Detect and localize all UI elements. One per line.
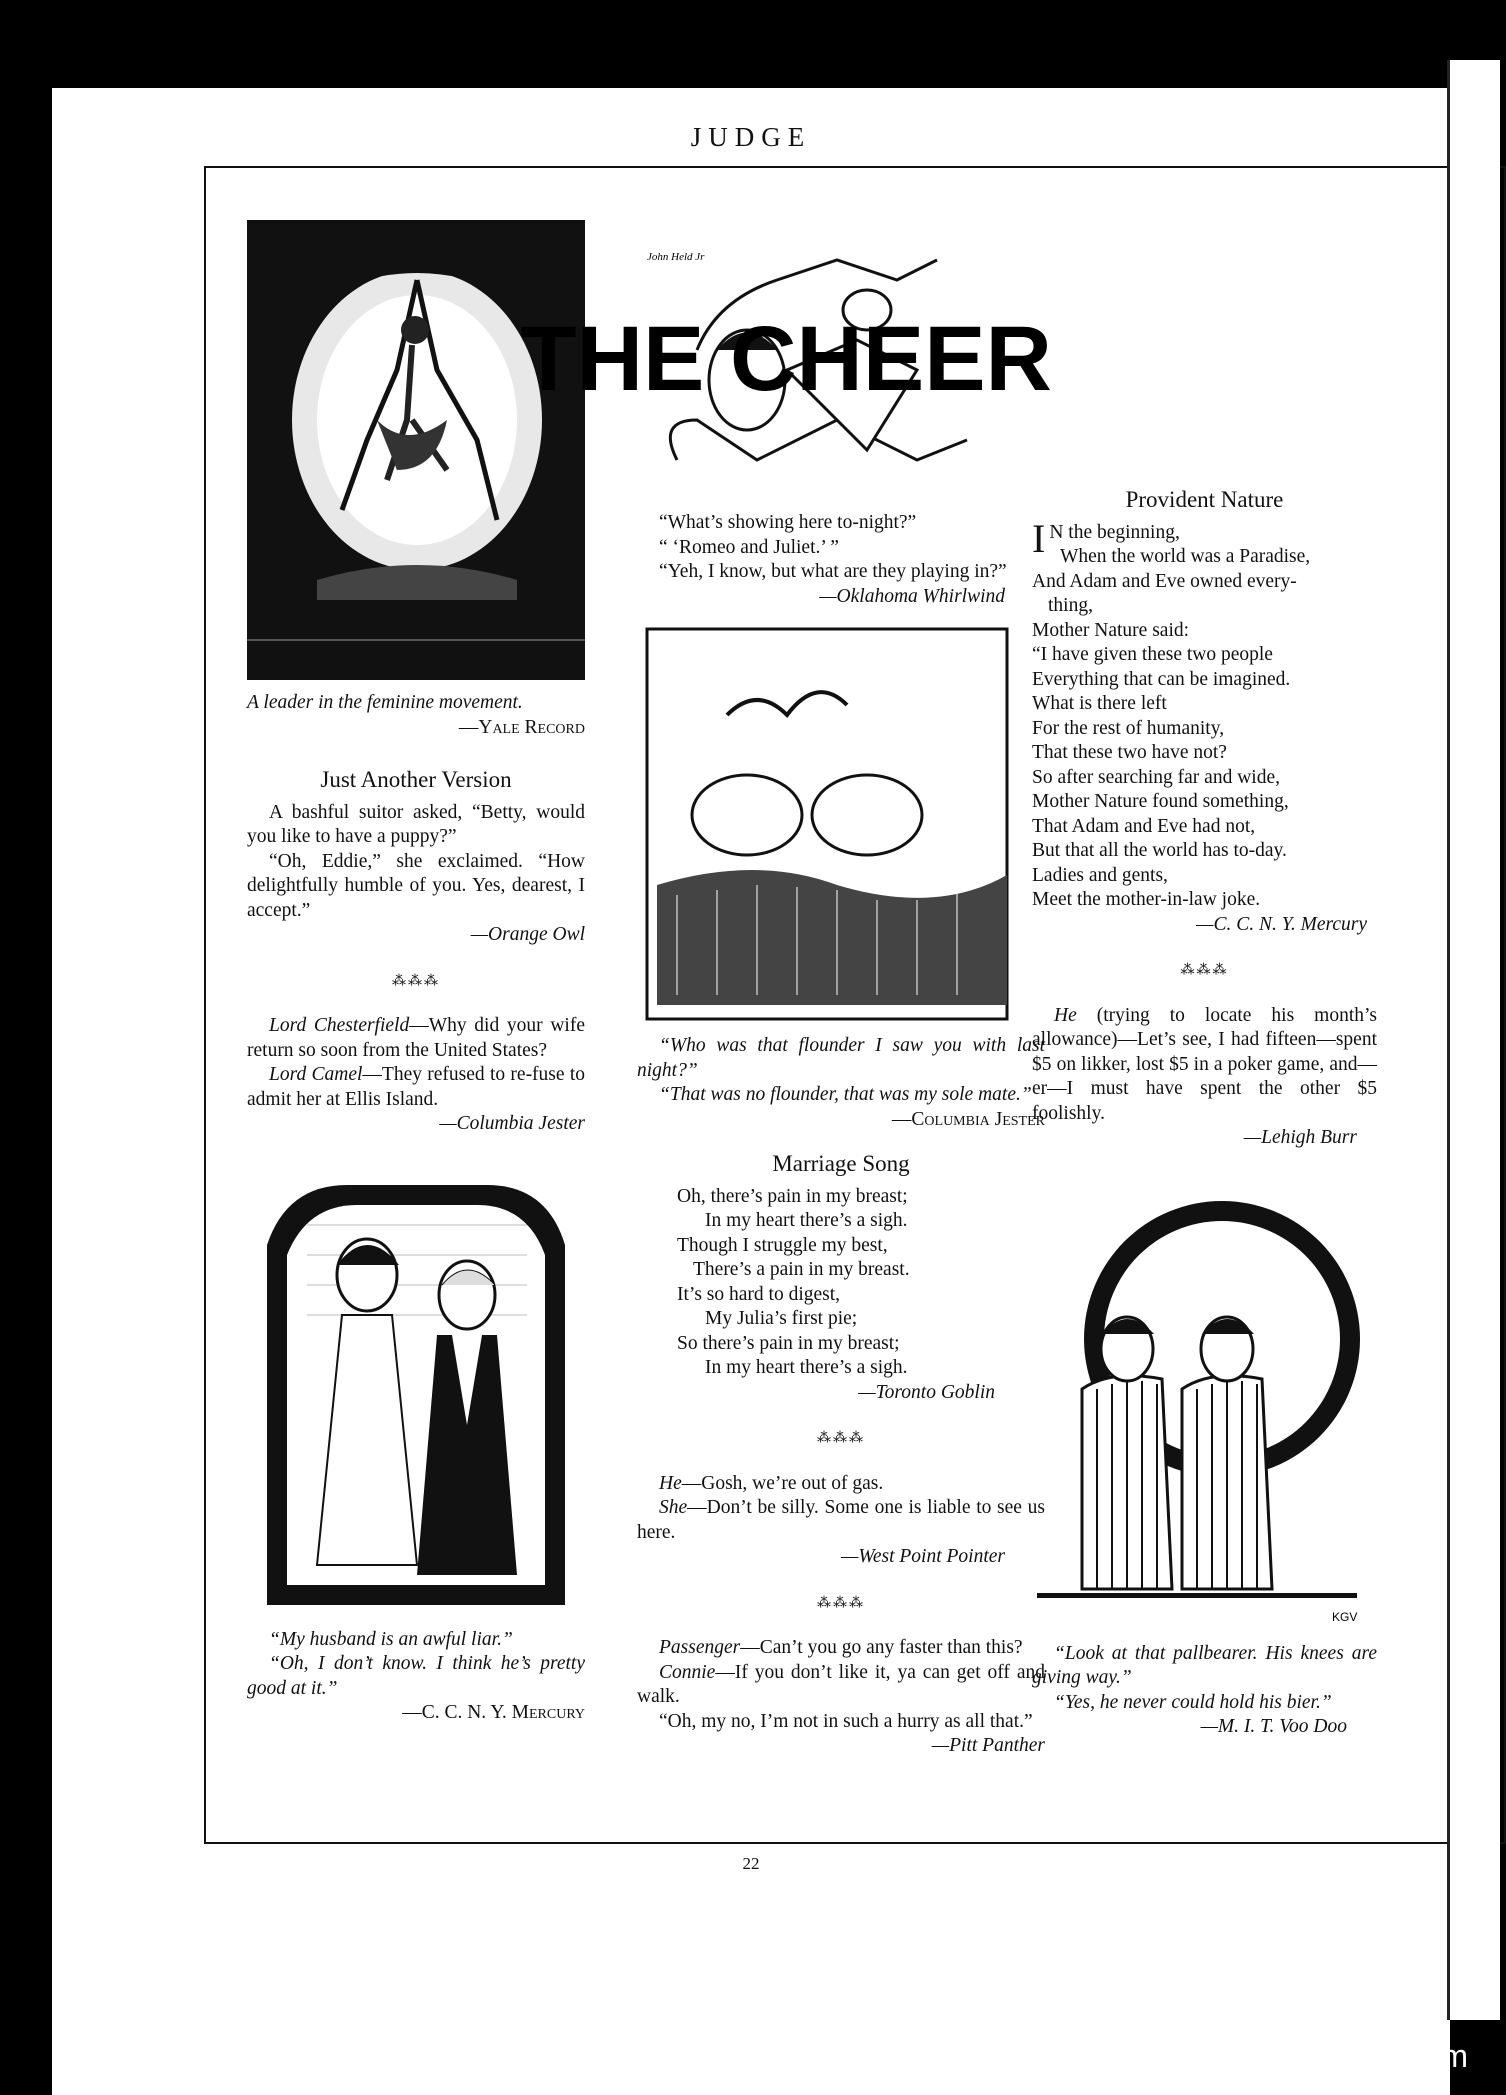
flounder-caption2: “That was no flounder, that was my sole mate.” <box>659 1084 1032 1105</box>
watermark: comicbooks.com <box>1229 2038 1468 2074</box>
cartoon2-source: —C. C. N. Y. Mercury <box>402 1702 585 1723</box>
poem-line: My Julia’s first pie; <box>705 1308 858 1329</box>
pallbearer-signature: KGV <box>1332 1609 1358 1624</box>
joke2-source: —West Point Pointer <box>841 1546 1005 1567</box>
left-column <box>247 220 585 1726</box>
pallbearer-caption1: “Look at that pallbearer. His knees are giving way.” <box>1032 1642 1377 1688</box>
page-number: 22 <box>742 1854 760 1873</box>
cartoon2-caption1: “My husband is an awful liar.” <box>269 1628 513 1650</box>
joke2-speaker1: He <box>659 1472 682 1494</box>
dropcap: I <box>1032 515 1046 561</box>
poem-line: Mother Nature found something, <box>1032 791 1289 812</box>
article1-p1: A bashful suitor asked, “Betty, would you like to have a puppy?” <box>247 801 585 847</box>
right-joke-text: (trying to locate his month’s allowance)—Let’s see, I had fifteen—spent $5 on likker, lost $5 in a poker game, and—er—I must have spent the other $5 foolishly. <box>1032 1004 1377 1124</box>
article1-p2: “Oh, Eddie,” she exclaimed. “How delightfully humble of you. Yes, dearest, I accept.” <box>247 850 585 921</box>
right-joke-speaker: He <box>1054 1004 1077 1026</box>
facing-page-edge <box>1447 60 1500 2020</box>
poem-line: When the world was a Paradise, <box>1060 546 1311 567</box>
pallbearer-cartoon <box>1032 1189 1377 1629</box>
banner-title: THE CHEER <box>520 308 1052 410</box>
poem-line: Mother Nature said: <box>1032 619 1190 641</box>
cartoon1-caption: A leader in the feminine movement. <box>247 692 523 713</box>
article2-source: —Columbia Jester <box>439 1113 585 1134</box>
poem-line: That Adam and Eve had not, <box>1032 815 1256 837</box>
poem-line: Though I struggle my best, <box>677 1234 888 1256</box>
flounder-cartoon <box>637 625 1045 1023</box>
right-column <box>1032 488 1377 1740</box>
marriage-song <box>637 1185 1045 1381</box>
banner-signature: John Held Jr <box>647 251 705 263</box>
joke3-speaker2: Connie <box>659 1661 716 1683</box>
poem-line: In my heart there’s a sigh. <box>705 1210 908 1231</box>
cartoon1-source: —Yale Record <box>458 716 585 738</box>
feminine-movement-cartoon <box>247 220 585 680</box>
right-joke-source: —Lehigh Burr <box>1243 1127 1357 1148</box>
marriage-song-source: —Toronto Goblin <box>858 1381 995 1403</box>
marriage-song-title: Marriage Song <box>772 1151 910 1176</box>
separator-stars: ⁂⁂⁂ <box>392 973 440 989</box>
poem-line: And Adam and Eve owned every- <box>1032 570 1297 592</box>
poem-line: Everything that can be imagined. <box>1032 668 1291 690</box>
masthead: JUDGE <box>690 122 812 152</box>
provident-nature-source: —C. C. N. Y. Mercury <box>1196 913 1367 935</box>
joke2-line1: —Gosh, we’re out of gas. <box>681 1472 884 1494</box>
joke2-speaker2: She <box>659 1497 688 1518</box>
poem-line: That these two have not? <box>1032 742 1227 763</box>
joke2-line2: —Don’t be silly. Some one is liable to see us here. <box>637 1497 1045 1543</box>
joke3-speaker1: Passenger <box>659 1637 741 1658</box>
joke1-line2: “ ‘Romeo and Juliet.’ ” <box>659 536 839 558</box>
the-cheer-banner <box>520 220 1052 490</box>
poem-line: But that all the world has to-day. <box>1032 840 1287 861</box>
joke3-line2: —If you don’t like it, ya can get off and walk. <box>637 1661 1045 1707</box>
article2-speaker2: Lord Camel <box>269 1064 363 1085</box>
magazine-page <box>52 88 1450 2095</box>
article2-line1: —Why did your wife return so soon from the United States? <box>247 1015 585 1061</box>
pallbearer-source: —M. I. T. Voo Doo <box>1200 1716 1347 1737</box>
poem-line: thing, <box>1048 595 1093 616</box>
poem-line: Oh, there’s pain in my breast; <box>677 1185 908 1207</box>
poem-line: In my heart there’s a sigh. <box>705 1357 908 1378</box>
pallbearer-caption2: “Yes, he never could hold his bier.” <box>1054 1691 1332 1713</box>
poem-line: Meet the mother-in-law joke. <box>1032 889 1261 910</box>
poem-line: For the rest of humanity, <box>1032 717 1225 739</box>
provident-nature-poem <box>1032 515 1377 913</box>
flounder-caption1: “Who was that flounder I saw you with last night?” <box>637 1035 1045 1081</box>
article1-title: Just Another Version <box>320 767 512 792</box>
flounder-source: —Columbia Jester <box>891 1108 1045 1130</box>
poem-line: What is there left <box>1032 693 1167 714</box>
two-women-cartoon <box>247 1165 585 1615</box>
provident-nature-title: Provident Nature <box>1125 487 1284 512</box>
joke3-line1: —Can’t you go any faster than this? <box>740 1637 1023 1658</box>
poem-line: N the beginning, <box>1049 521 1180 543</box>
poem-line: “I have given these two people <box>1032 644 1273 665</box>
cartoon2-caption2: “Oh, I don’t know. I think he’s pretty good at it.” <box>247 1653 585 1699</box>
poem-line: So there’s pain in my breast; <box>677 1332 900 1354</box>
article1-source: —Orange Owl <box>470 924 585 945</box>
poem-line: So after searching far and wide, <box>1032 766 1280 788</box>
separator-stars: ⁂⁂⁂ <box>817 1595 865 1611</box>
joke1-source: —Oklahoma Whirlwind <box>819 585 1005 607</box>
joke1-line1: “What’s showing here to-night?” <box>659 512 917 533</box>
separator-stars: ⁂⁂⁂ <box>817 1431 865 1446</box>
joke3-line3: “Oh, my no, I’m not in such a hurry as all that.” <box>659 1710 1033 1732</box>
poem-line: It’s so hard to digest, <box>677 1283 841 1305</box>
article2-line2: —They refused to re-fuse to admit her at Ellis Island. <box>247 1064 586 1110</box>
poem-line: There’s a pain in my breast. <box>693 1259 910 1280</box>
article2-speaker1: Lord Chesterfield <box>269 1015 410 1036</box>
joke1-line3: “Yeh, I know, but what are they playing in?” <box>659 561 1007 582</box>
poem-line: Ladies and gents, <box>1032 864 1168 886</box>
separator-stars: ⁂⁂⁂ <box>1180 963 1229 978</box>
joke3-source: —Pitt Panther <box>931 1735 1045 1756</box>
